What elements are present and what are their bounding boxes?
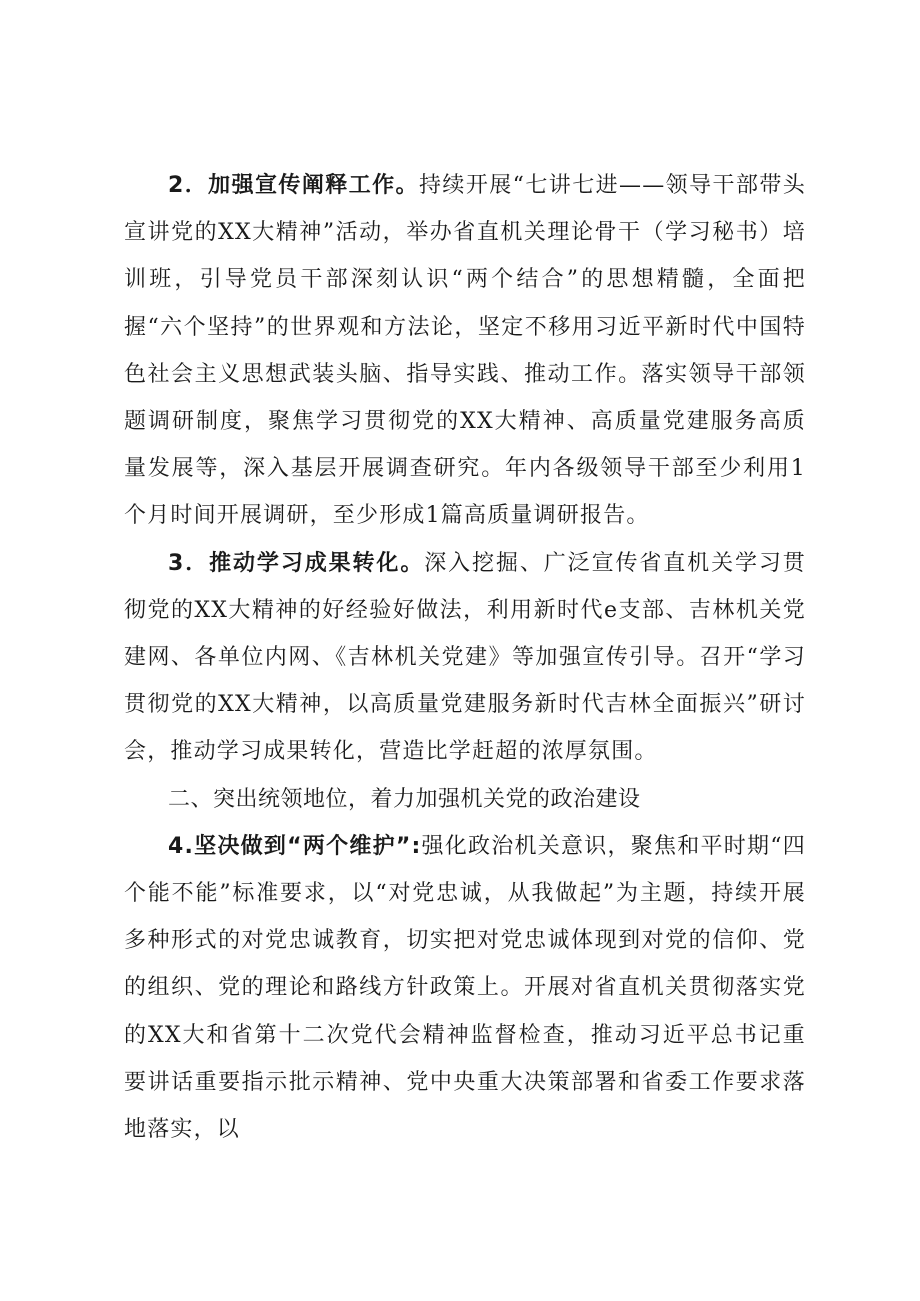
paragraph-4-body: 强化政治机关意识，聚焦和平时期“四个能不能”标准要求，以“对党忠诚，从我做起”为主题，持续开展多种形式的对党忠诚教育，切实把对党忠诚体现到对党的信仰、党的组织、党的理论和路线方针政策上。开展对省直机关贯彻落实党的XX大和省第十二次党代会精神监督检查，推动习近平总书记重要讲话重要指示批示精神、党中央重大决策部署和省委工作要求落地落实，以 [124, 833, 807, 1143]
paragraph-2-lead: 2．加强宣传阐释工作。 [168, 173, 419, 198]
paragraph-2-body: 持续开展“七讲七进——领导干部带头宣讲党的XX大精神”活动，举办省直机关理论骨干（学习秘书）培训班，引导党员干部深刻认识“两个结合”的思想精髓，全面把握“六个坚持”的世界观和方法论，坚定不移用习近平新时代中国特色社会主义思想武装头脑、指导实践、推动工作。落实领导干部领题调研制度，聚焦学习贯彻党的XX大精神、高质量党建服务高质量发展等，深入基层开展调查研究。年内各级领导干部至少利用1个月时间开展调研，至少形成1篇高质量调研报告。 [124, 173, 806, 529]
document-body [124, 162, 806, 1153]
paragraph-2 [124, 162, 806, 540]
paragraph-3-body: 深入挖掘、广泛宣传省直机关学习贯彻党的XX大精神的好经验好做法，利用新时代e支部、吉林机关党建网、各单位内网、《吉林机关党建》等加强宣传引导。召开“学习贯彻党的XX大精神，以高质量党建服务新时代吉林全面振兴”研讨会，推动学习成果转化，营造比学赶超的浓厚氛围。 [124, 550, 806, 765]
section-heading-2: 二、突出统领地位，着力加强机关党的政治建设 [168, 786, 641, 812]
paragraph-3-lead: 3．推动学习成果转化。 [168, 550, 425, 576]
paragraph-4-lead: 4.坚决做到“两个维护”: [168, 833, 422, 859]
paragraph-3 [124, 540, 806, 776]
paragraph-4 [124, 823, 806, 1153]
